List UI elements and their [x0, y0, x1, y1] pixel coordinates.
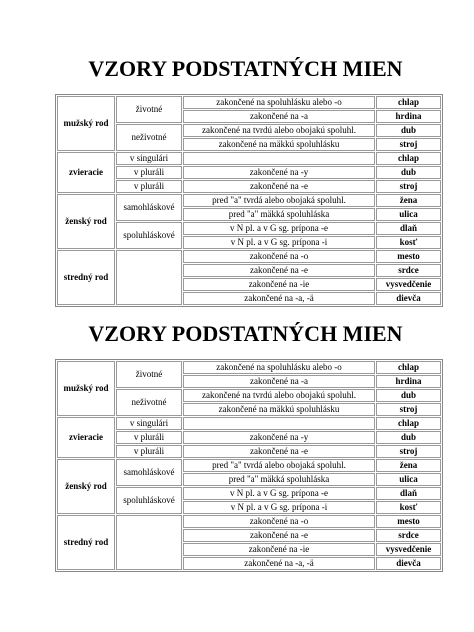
pattern-word: dlaň	[376, 487, 441, 500]
subtype-cell: spoluhláskové	[116, 487, 182, 514]
pattern-word: stroj	[376, 138, 441, 151]
subtype-cell: životné	[116, 361, 182, 388]
pattern-word: chlap	[376, 152, 441, 165]
gender-cell: zvieracie	[57, 417, 115, 458]
pattern-word: mesto	[376, 515, 441, 528]
subtype-cell: samohláskové	[116, 459, 182, 486]
pattern-table	[55, 94, 443, 307]
ending-cell: zakončené na -e	[183, 445, 375, 458]
pattern-word: stroj	[376, 180, 441, 193]
gender-cell: stredný rod	[57, 515, 115, 570]
subtype-cell: samohláskové	[116, 194, 182, 221]
ending-cell: zakončené na -a	[183, 110, 375, 123]
subtype-cell: v pluráli	[116, 445, 182, 458]
gender-cell: ženský rod	[57, 459, 115, 514]
pattern-word: vysvedčenie	[376, 278, 441, 291]
subtype-cell: v pluráli	[116, 431, 182, 444]
ending-cell: zakončené na -ie	[183, 278, 375, 291]
pattern-word: srdce	[376, 264, 441, 277]
ending-cell: zakončené na -e	[183, 529, 375, 542]
table-row	[57, 361, 441, 374]
ending-cell: pred "a" mäkká spoluhláska	[183, 208, 375, 221]
table-row	[57, 459, 441, 472]
pattern-table	[55, 359, 443, 572]
pattern-word: hrdina	[376, 110, 441, 123]
ending-cell: zakončené na tvrdú alebo obojakú spoluhl.	[183, 389, 375, 402]
pattern-block-1	[55, 50, 436, 307]
pattern-word: dievča	[376, 292, 441, 305]
pattern-word: žena	[376, 194, 441, 207]
ending-cell: zakončené na -y	[183, 431, 375, 444]
pattern-word: vysvedčenie	[376, 543, 441, 556]
pattern-word: dievča	[376, 557, 441, 570]
ending-cell: pred "a" tvrdá alebo obojaká spoluhl.	[183, 194, 375, 207]
pattern-word: dub	[376, 431, 441, 444]
subtype-cell: životné	[116, 96, 182, 123]
table-row	[57, 250, 441, 263]
gender-cell: ženský rod	[57, 194, 115, 249]
ending-cell: zakončené na -a	[183, 375, 375, 388]
pattern-word: stroj	[376, 403, 441, 416]
ending-cell	[183, 417, 375, 430]
pattern-word: chlap	[376, 96, 441, 109]
ending-cell: zakončené na -o	[183, 515, 375, 528]
gender-cell: stredný rod	[57, 250, 115, 305]
subtype-cell	[116, 250, 182, 305]
subtype-cell: v singulári	[116, 417, 182, 430]
pattern-word: dlaň	[376, 222, 441, 235]
pattern-word: dub	[376, 124, 441, 137]
ending-cell: zakončené na -ie	[183, 543, 375, 556]
pattern-word: ulica	[376, 473, 441, 486]
ending-cell: zakončené na -a, -ä	[183, 557, 375, 570]
table-row	[57, 417, 441, 430]
pattern-word: stroj	[376, 445, 441, 458]
pattern-word: mesto	[376, 250, 441, 263]
ending-cell: v N pl. a v G sg. prípona -i	[183, 236, 375, 249]
subtype-cell: neživotné	[116, 389, 182, 416]
ending-cell: zakončené na spoluhlásku alebo -o	[183, 96, 375, 109]
ending-cell: zakončené na mäkkú spoluhlásku	[183, 403, 375, 416]
gender-cell: mužský rod	[57, 96, 115, 151]
ending-cell: zakončené na -e	[183, 264, 375, 277]
subtype-cell: v singulári	[116, 152, 182, 165]
ending-cell: zakončené na tvrdú alebo obojakú spoluhl.	[183, 124, 375, 137]
ending-cell: v N pl. a v G sg. prípona -e	[183, 487, 375, 500]
table-row	[57, 96, 441, 109]
ending-cell: zakončené na spoluhlásku alebo -o	[183, 361, 375, 374]
pattern-block-2	[55, 315, 436, 572]
pattern-word: ulica	[376, 208, 441, 221]
subtype-cell: neživotné	[116, 124, 182, 151]
ending-cell: v N pl. a v G sg. prípona -i	[183, 501, 375, 514]
pattern-word: chlap	[376, 417, 441, 430]
pattern-word: kosť	[376, 501, 441, 514]
pattern-word: hrdina	[376, 375, 441, 388]
pattern-word: dub	[376, 166, 441, 179]
page-title: VZORY PODSTATNÝCH MIEN	[88, 321, 403, 346]
subtype-cell: v pluráli	[116, 180, 182, 193]
subtype-cell: v pluráli	[116, 166, 182, 179]
ending-cell: zakončené na -o	[183, 250, 375, 263]
table-row	[57, 194, 441, 207]
ending-cell: zakončené na -a, -ä	[183, 292, 375, 305]
subtype-cell	[116, 515, 182, 570]
pattern-word: chlap	[376, 361, 441, 374]
ending-cell: zakončené na mäkkú spoluhlásku	[183, 138, 375, 151]
page-title: VZORY PODSTATNÝCH MIEN	[88, 56, 403, 81]
ending-cell: zakončené na -e	[183, 180, 375, 193]
pattern-word: srdce	[376, 529, 441, 542]
ending-cell: zakončené na -y	[183, 166, 375, 179]
gender-cell: mužský rod	[57, 361, 115, 416]
pattern-word: kosť	[376, 236, 441, 249]
pattern-word: dub	[376, 389, 441, 402]
pattern-word: žena	[376, 459, 441, 472]
ending-cell: pred "a" tvrdá alebo obojaká spoluhl.	[183, 459, 375, 472]
table-row	[57, 515, 441, 528]
subtype-cell: spoluhláskové	[116, 222, 182, 249]
ending-cell: v N pl. a v G sg. prípona -e	[183, 222, 375, 235]
ending-cell: pred "a" mäkká spoluhláska	[183, 473, 375, 486]
gender-cell: zvieracie	[57, 152, 115, 193]
ending-cell	[183, 152, 375, 165]
table-row	[57, 152, 441, 165]
